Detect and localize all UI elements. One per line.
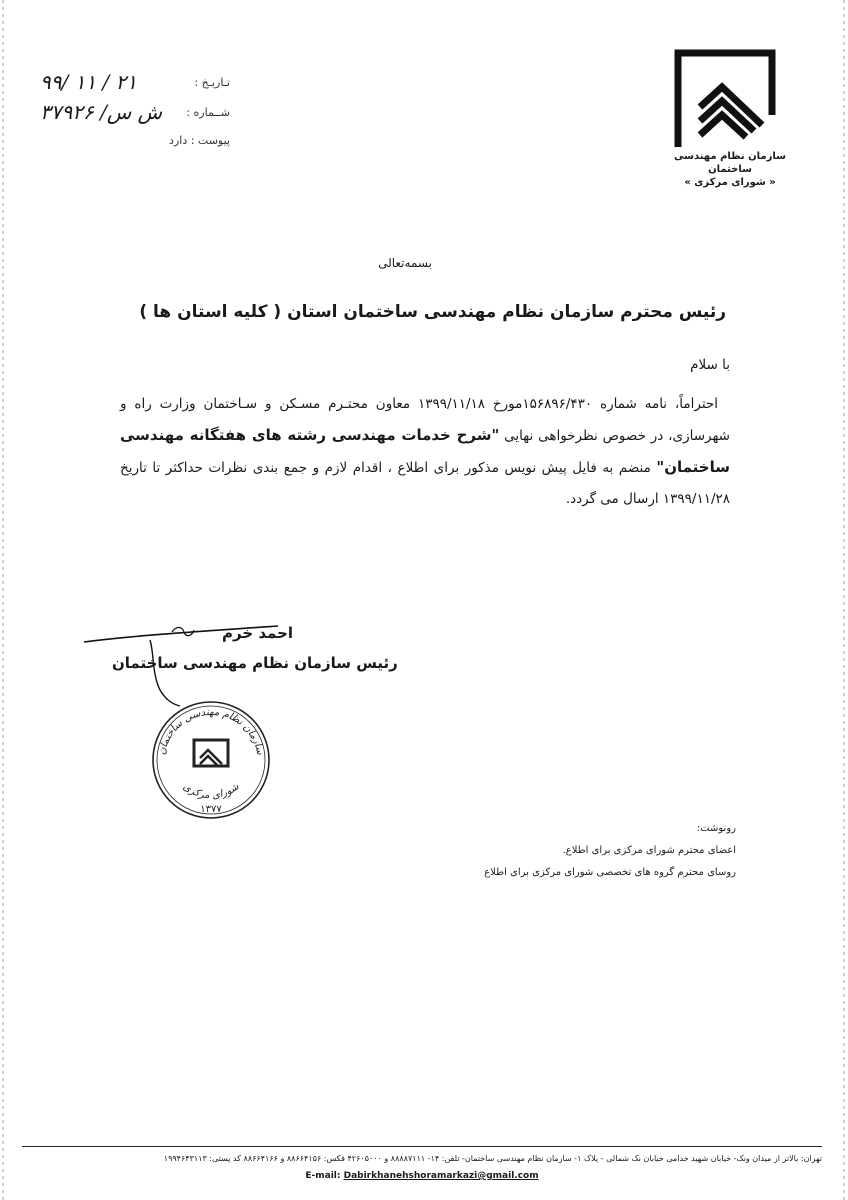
seal-text-bottom: شورای مرکزی bbox=[180, 781, 242, 802]
cc-label: رونوشت: bbox=[696, 823, 736, 834]
greeting: با سلام bbox=[690, 357, 730, 373]
scan-edge-right bbox=[843, 0, 845, 1200]
recipient-line: رئیس محترم سازمان نظام مهندسی ساختمان استان ( کلیه استان ها ) bbox=[139, 302, 726, 322]
seal-text-top: سازمان نظام مهندسی ساختمان bbox=[156, 706, 266, 756]
bismillah: بسمه‌تعالی bbox=[378, 256, 432, 270]
signatory-title: رئیس سازمان نظام مهندسی ساختمان bbox=[112, 654, 398, 672]
svg-text:سازمان نظام مهندسی ساختمان bbox=[157, 707, 266, 756]
official-seal-icon bbox=[146, 692, 276, 822]
cc-item: اعضای محترم شورای مرکزی برای اطلاع. bbox=[562, 845, 736, 856]
date-row bbox=[40, 70, 230, 100]
org-name-line: سازمان نظام مهندسی ساختمان bbox=[674, 151, 786, 175]
seal-year: ۱۳۷۷ bbox=[200, 804, 222, 815]
signatory-name: احمد خرم bbox=[222, 624, 294, 642]
cc-item: روسای محترم گروه های تخصصی شورای مرکزی برای اطلاع bbox=[484, 867, 736, 878]
svg-text:شورای مرکزی bbox=[181, 781, 242, 801]
letter-meta bbox=[40, 70, 230, 147]
org-council-line: « شورای مرکزی » bbox=[684, 177, 776, 188]
letter-body bbox=[120, 350, 730, 515]
number-row bbox=[40, 100, 230, 130]
scan-edge-left bbox=[2, 0, 4, 1200]
number-value: ش س/ ۳۷۹۲۶ bbox=[40, 100, 162, 124]
body-paragraph bbox=[120, 389, 730, 515]
email-link[interactable]: Dabirkhanehshoramarkazi@gmail.com bbox=[343, 1171, 539, 1181]
body-part-1: احتراماً، نامه شماره ۱۵۶۸۹۶/۴۳۰مورخ ۱۳۹۹/۱۱/۱۸ معاون محتـرم مسـکن و سـاختمان وزارت راه و شهرسازی، در خصوص نظرخواهی نهایی bbox=[120, 396, 730, 444]
attachment-label: پیوست : دارد bbox=[169, 134, 230, 147]
email-label: E-mail: bbox=[305, 1171, 341, 1181]
footer-address: تهران: بالاتر از میدان ونک- خیابان شهید خدامی خیابان نک شمالی - پلاک ۱- سازمان نظام مهندسی ساختمان- تلفن: ۱۴- ۸۸۸۸۷۱۱۱ و ۴۲۶۰۵۰۰۰ فکس: ۸۸۶۶۴۱۵۶ و ۸۸۶۶۴۱۶۶ کد پستی: ۱۹۹۴۶۴۳۱۱۳ bbox=[163, 1154, 822, 1163]
footer-divider bbox=[22, 1146, 822, 1147]
body-part-2: منضم به فایل پیش نویس مذکور برای اطلاع ، اقدام لازم و جمع بندی نظرات حداکثر تا تاریخ ۱۳۹۹/۱۱/۲۸ ارسال می گردد. bbox=[120, 460, 730, 507]
organization-logo-icon bbox=[670, 45, 780, 155]
organization-name bbox=[655, 150, 805, 189]
body-emphasis: "شرح خدمات مهندسی رشته های هفتگانه مهندسی ساختمان" bbox=[120, 426, 730, 476]
date-value: ۹۹/ ۱۱ / ۲۱ bbox=[40, 70, 138, 94]
number-label: شــماره : bbox=[186, 106, 230, 119]
footer-email bbox=[22, 1171, 822, 1181]
cc-block bbox=[484, 818, 736, 884]
date-label: تـاریـخ : bbox=[194, 76, 230, 89]
